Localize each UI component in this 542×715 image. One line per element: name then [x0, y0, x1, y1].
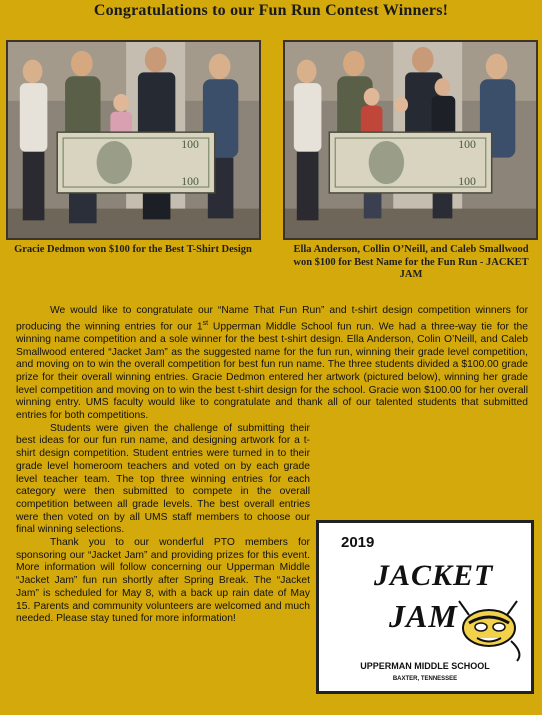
- jacket-jam-logo: [316, 520, 534, 694]
- paragraph-1-part-b: Upperman Middle School fun run. We had a three-way tie for the winning name competition and a sole winner for the best t-shirt design. Ella Anderson, Colin O’Neill, and Caleb Smallwood entered “Jacket Jam” as the suggested name for the fun run, winning their grade level competition, and moving on to win the overall competition for best fun run name. The three students divided a $100.00 grade prize for their overall winning entries. Gracie Dedmon entered her artwork (pictured below), winning her grade level competition and moving on to win the best t-shirt design for the school. Gracie won $100.00 for her overall winning entry. UMS faculty would like to congratulate and thank all of our talented students that submitted entries for both competitions.: [16, 321, 528, 422]
- logo-city: BAXTER, TENNESSEE: [392, 676, 458, 682]
- caption-best-name: Ella Anderson, Collin O’Neill, and Caleb Smallwood won $100 for Best Name for the Fun Run - JACKET JAM: [293, 244, 529, 280]
- logo-school-name: UPPERMAN MIDDLE SCHOOL: [360, 661, 490, 671]
- logo-year: 2019: [341, 534, 375, 551]
- logo-word-jacket: JACKET: [374, 559, 494, 592]
- svg-text:100: 100: [458, 175, 476, 189]
- photo-right-image: [285, 42, 536, 238]
- yellow-jacket-mascot-icon: [459, 601, 519, 661]
- svg-text:100: 100: [181, 137, 199, 151]
- photo-left-image: [8, 42, 259, 238]
- paragraph-3: Thank you to our wonderful PTO members for sponsoring our “Jacket Jam” and providing prizes for this event. More information will follow concerning our Upperman Middle “Jacket Jam” fun run shortly after Spring Break. The “Jacket Jam” is scheduled for May 8, with a back up rain date of May 15. Parents and community volunteers are welcomed and much needed. Please stay tuned for more information!: [16, 537, 310, 625]
- jacket-jam-logo-art: [319, 523, 531, 691]
- paragraph-1: [16, 305, 528, 423]
- svg-text:100: 100: [458, 137, 476, 151]
- ordinal-suffix: st: [202, 319, 209, 327]
- photo-best-name-winners: [283, 40, 538, 240]
- caption-best-tshirt: Gracie Dedmon won $100 for the Best T-Shirt Design: [14, 244, 252, 255]
- svg-text:100: 100: [181, 175, 199, 189]
- page-title: Congratulations to our Fun Run Contest Winners!: [93, 2, 449, 19]
- photo-best-tshirt-winner: [6, 40, 261, 240]
- paragraph-1-part-a: We would like to congratulate our “Name That Fun Run” and t-shirt design competition winners for producing the winning entries for our 1: [16, 305, 528, 333]
- logo-word-jam: JAM: [389, 598, 458, 634]
- paragraph-2: Students were given the challenge of submitting their best ideas for our fun run name, and designing artwork for a t-shirt design competition. Student entries were turned in to their grade level homeroom teachers and voted on by each grade level teacher team. The top three winning entries for each category were then submitted to compete in the overall competition between all grade levels. The best overall entries were then voted on by all UMS staff members to choose our final winning selections.: [16, 422, 310, 536]
